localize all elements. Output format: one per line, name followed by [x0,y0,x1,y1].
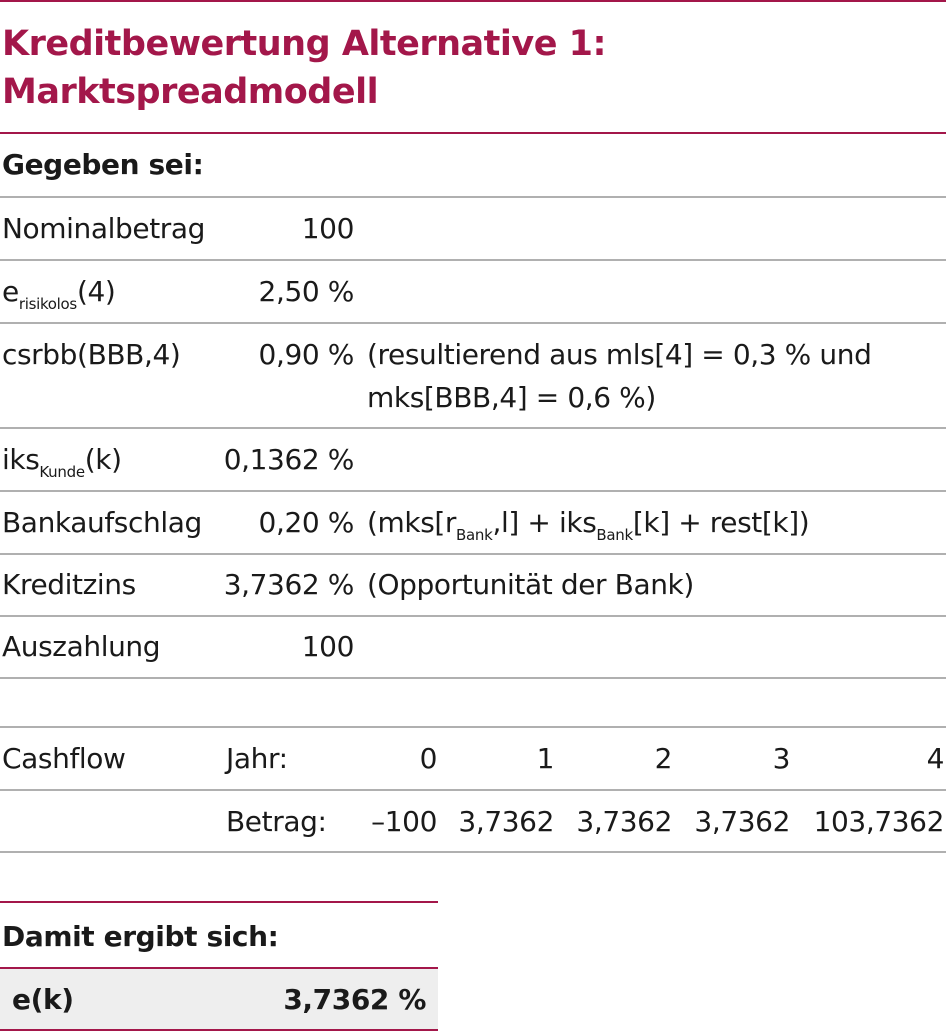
result-top-rule [0,901,438,903]
cashflow-year: 0 [419,742,437,775]
cashflow-amount: 3,7362 [694,805,790,838]
row-rule [0,851,946,853]
note-bankaufschlag: ($mks[r_{Bank},l] + iks_{Bank}[k]$ + rest[k]) [367,506,810,544]
row-rule [0,259,946,261]
label-csrbb: csrbb(BBB,4) [2,338,181,371]
row-rule [0,789,946,791]
label-bankaufschlag: Bankaufschlag [2,506,202,539]
title-rule [0,132,946,134]
value-csrbb: 0,90 % [258,338,354,371]
row-rule [0,196,946,198]
label-auszahlung: Auszahlung [2,630,161,663]
cashflow-amount: 103,7362 [813,805,944,838]
cashflow-label: Cashflow [2,742,126,775]
cashflow-year-label: Jahr: [226,742,288,775]
page-title-line1: Kreditbewertung Alternative 1: [2,24,606,64]
value-kreditzins: 3,7362 % [223,568,354,601]
result-bottom-rule [0,1029,438,1031]
page-title-line2: Marktspreadmodell [2,72,379,112]
cashflow-year: 4 [926,742,944,775]
result-label: e(k) [12,983,74,1016]
result-heading: Damit ergibt sich: [2,920,279,953]
page-title [2,20,606,116]
value-auszahlung: 100 [301,630,354,663]
value-nominalbetrag: 100 [301,212,354,245]
cashflow-year: 2 [654,742,672,775]
label-kreditzins: Kreditzins [2,568,136,601]
label-nominalbetrag: Nominalbetrag [2,212,206,245]
value-e-risikolos: 2,50 % [258,275,354,308]
value-bankaufschlag: 0,20 % [258,506,354,539]
row-rule [0,677,946,679]
cashflow-amount: –100 [371,805,437,838]
given-heading: Gegeben sei: [2,148,204,181]
row-rule [0,726,946,728]
label-e-risikolos: $e_{risikolos}(4)$ [2,275,116,313]
cashflow-year: 3 [772,742,790,775]
value-iks-kunde: 0,1362 % [223,443,354,476]
top-rule [0,0,946,2]
row-rule [0,615,946,617]
result-value: 3,7362 % [283,983,426,1016]
row-rule [0,322,946,324]
note-kreditzins: (Opportunität der Bank) [367,568,694,601]
label-iks-kunde: iks$_{Kunde}$(k) [2,443,122,481]
note-csrbb-line2: mks[BBB,4] = 0,6 %) [367,381,656,414]
note-csrbb-line1: (resultierend aus mls[4] = 0,3 % und [367,338,872,371]
row-rule [0,490,946,492]
cashflow-amount-label: Betrag: [226,805,327,838]
cashflow-amount: 3,7362 [576,805,672,838]
row-rule [0,553,946,555]
cashflow-amount: 3,7362 [458,805,554,838]
row-rule [0,427,946,429]
cashflow-year: 1 [536,742,554,775]
